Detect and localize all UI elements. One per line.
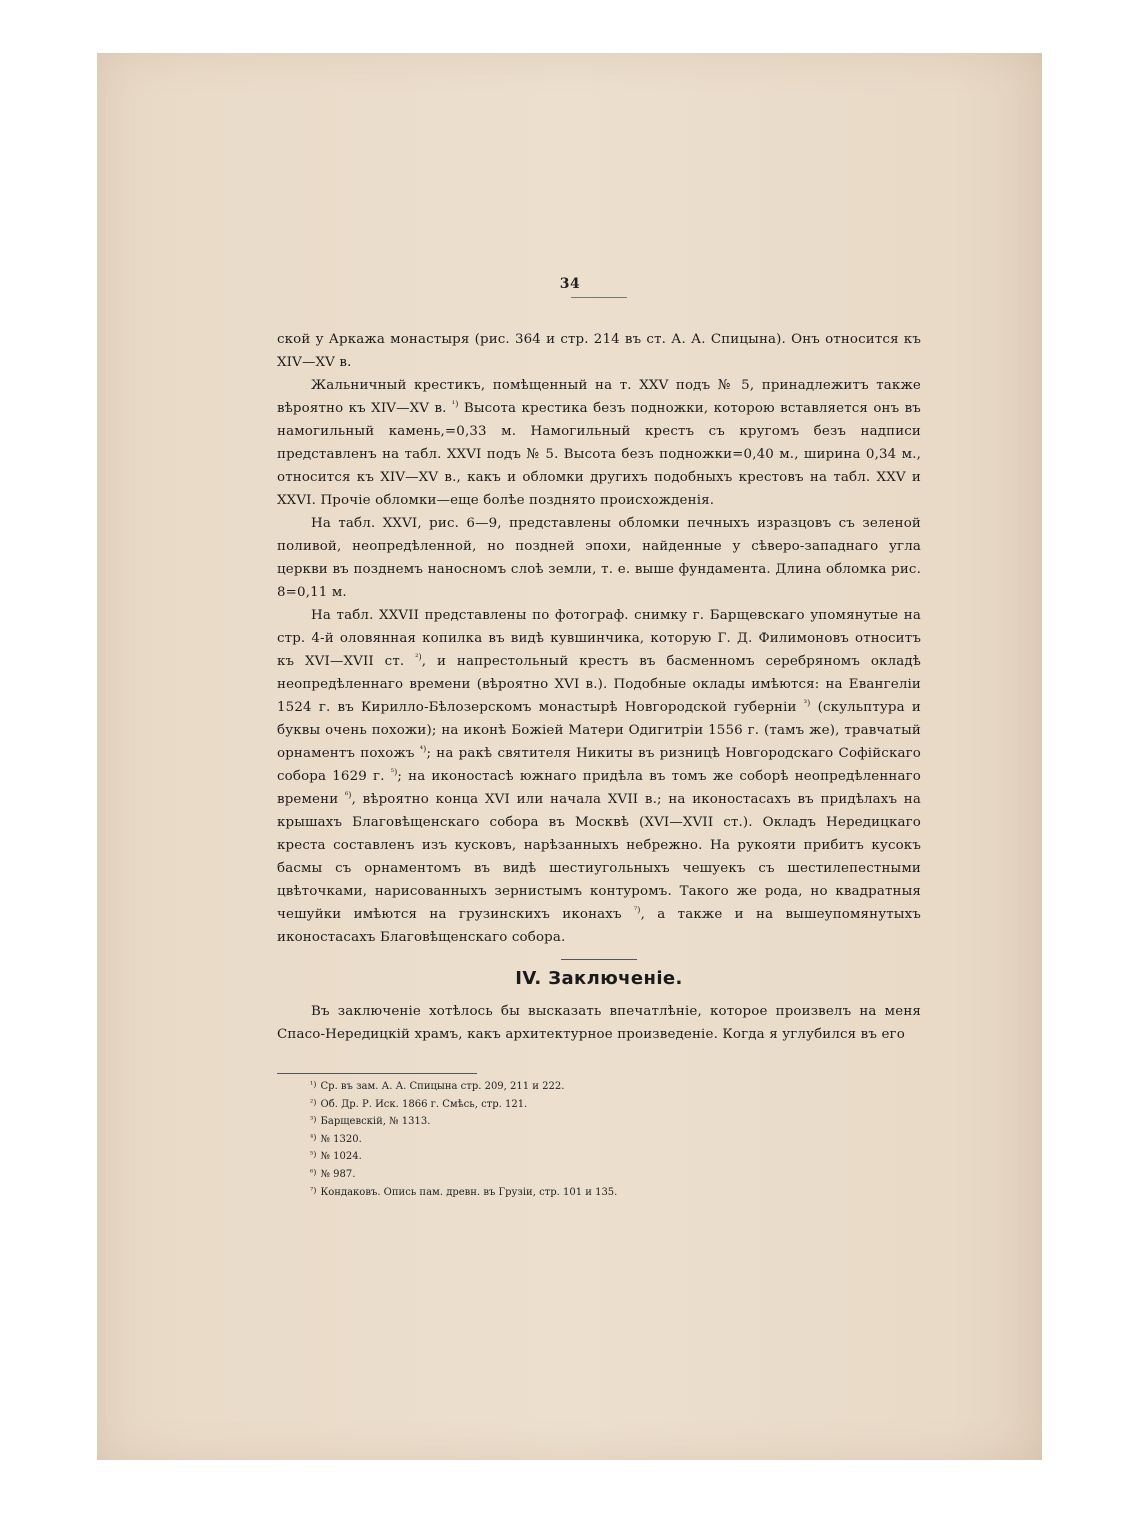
paragraph-4-part-g: , а также и на вышеупомянутыхъ иконостасахъ Благовѣщенскаго собора. [277, 907, 921, 945]
section-heading: IV. Заключеніе. [515, 968, 683, 989]
footnote-4-marker: ⁴) [310, 1132, 317, 1142]
paragraph-4-part-a: На табл. XXVII представлены по фотограф. снимку г. Барщевскаго упомянутые на стр. 4-й оловянная копилка въ видѣ кувшинчика, которую Г. Д. Филимоновъ относитъ къ XVI—XVII ст. [277, 608, 921, 669]
footnote-5-marker: ⁵) [310, 1150, 317, 1160]
footnote-3 [310, 1112, 617, 1130]
footnote-1 [310, 1077, 617, 1095]
paragraph-4-part-e: ; на иконостасѣ южнаго придѣла въ томъ же соборѣ неопредѣленнаго времени [277, 769, 921, 807]
footnotes [310, 1077, 617, 1200]
main-text [277, 328, 921, 1046]
footnote-4-text: № 1320. [320, 1133, 362, 1145]
footnote-7 [310, 1183, 617, 1201]
paragraph-2-part-a: Жальничный крестикъ, помѣщенный на т. XXV подъ № 5, принадлежитъ также вѣроятно къ XIV—XV в. [277, 378, 921, 416]
paragraph-4-part-f: , вѣроятно конца XVI или начала XVII в.; на иконостасахъ въ придѣлахъ на крышахъ Благовѣщенскаго собора въ Москвѣ (XVI—XVII ст.). Окладъ Нередицкаго креста составленъ изъ кусковъ, нарѣзанныхъ небрежно. На рукояти прибитъ кусокъ басмы съ орнаментомъ въ видѣ шестиугольныхъ чешуекъ съ шестилепестными цвѣточками, нарисованныхъ зернистымъ контуромъ. Такого же рода, но квадратныя чешуйки имѣются на грузинскихъ иконахъ [277, 792, 921, 922]
page-number: 34 [559, 276, 581, 292]
footnote-ref-7: ⁷) [633, 905, 641, 915]
paragraph-4-part-b: , и напрестольный крестъ въ басменномъ серебряномъ окладѣ неопредѣленнаго времени (вѣроятно XVI в.). Подобные оклады имѣются: на Евангеліи 1524 г. въ Кирилло-Бѣлозерскомъ монастырѣ Новгородской губерніи [277, 654, 921, 715]
paragraph-2 [277, 374, 921, 512]
footnote-5-text: № 1024. [320, 1151, 362, 1163]
footnote-divider [277, 1073, 477, 1074]
paragraph-2-part-b: Высота крестика безъ подножки, которою вставляется онъ въ намогильный камень,=0,33 м. Намогильный крестъ съ кругомъ безъ надписи представленъ на табл. XXVI подъ № 5. Высота безъ подножки=0,40 м., ширина 0,34 м., относится къ XIV—XV в., какъ и обломки другихъ подобныхъ крестовъ на табл. XXV и XXVI. Прочіе обломки—еще болѣе позднято происхожденія. [277, 401, 921, 508]
footnote-2 [310, 1095, 617, 1113]
paragraph-5: Въ заключеніе хотѣлось бы высказать впечатлѣніе, которое произвелъ на меня Спасо-Нередицкій храмъ, какъ архитектурное произведеніе. Когда я углубился въ его [277, 1004, 921, 1042]
paragraph-3: На табл. XXVI, рис. 6—9, представлены обломки печныхъ изразцовъ съ зеленой поливой, неопредѣленной, но поздней эпохи, найденные у сѣверо-западнаго угла церкви въ позднемъ наносномъ слоѣ земли, т. е. выше фундамента. Длина обломка рис. 8=0,11 м. [277, 516, 921, 600]
section-divider [561, 959, 637, 960]
footnote-1-text: Ср. въ зам. А. А. Спицына стр. 209, 211 и 222. [320, 1081, 565, 1092]
footnote-1-marker: ¹) [310, 1080, 317, 1089]
footnote-2-marker: ²) [310, 1097, 317, 1107]
footnote-3-text: Барщевскій, № 1313. [320, 1116, 431, 1128]
footnote-5 [310, 1147, 617, 1165]
paragraph-4-part-d: ; на ракѣ святителя Никиты въ ризницѣ Новгородскаго Софійскаго собора 1629 г. [277, 746, 921, 784]
footnote-7-marker: ⁷) [310, 1185, 317, 1195]
footnote-2-text: Об. Др. Р. Иск. 1866 г. Смѣсь, стр. 121. [320, 1098, 528, 1110]
footnote-ref-2: ²) [415, 652, 422, 662]
paragraph-4 [277, 604, 921, 949]
footnote-3-marker: ³) [310, 1115, 317, 1125]
footnote-ref-3: ³) [803, 698, 811, 708]
footnote-ref-4: ⁴) [419, 744, 427, 754]
footnote-ref-6: ⁶) [344, 790, 352, 800]
paragraph-1: ской у Аркажа монастыря (рис. 364 и стр. 214 въ ст. А. А. Спицына). Онъ относится къ XIV—XV в. [277, 332, 921, 370]
footnote-ref-5: ⁵) [390, 767, 398, 777]
footnote-ref-1: ¹) [451, 399, 459, 409]
footnote-6-marker: ⁶) [310, 1167, 317, 1177]
footnote-4 [310, 1130, 617, 1148]
footnote-6 [310, 1165, 617, 1183]
paragraph-4-part-c: (скульптура и буквы очень похожи); на иконѣ Божіей Матери Одигитріи 1556 г. (тамъ же), травчатый орнаментъ похожъ [277, 700, 921, 761]
footnote-7-text: Кондаковъ. Опись пам. древн. въ Грузіи, стр. 101 и 135. [320, 1186, 618, 1198]
page-number-rule [571, 297, 627, 298]
footnote-6-text: № 987. [320, 1168, 356, 1180]
